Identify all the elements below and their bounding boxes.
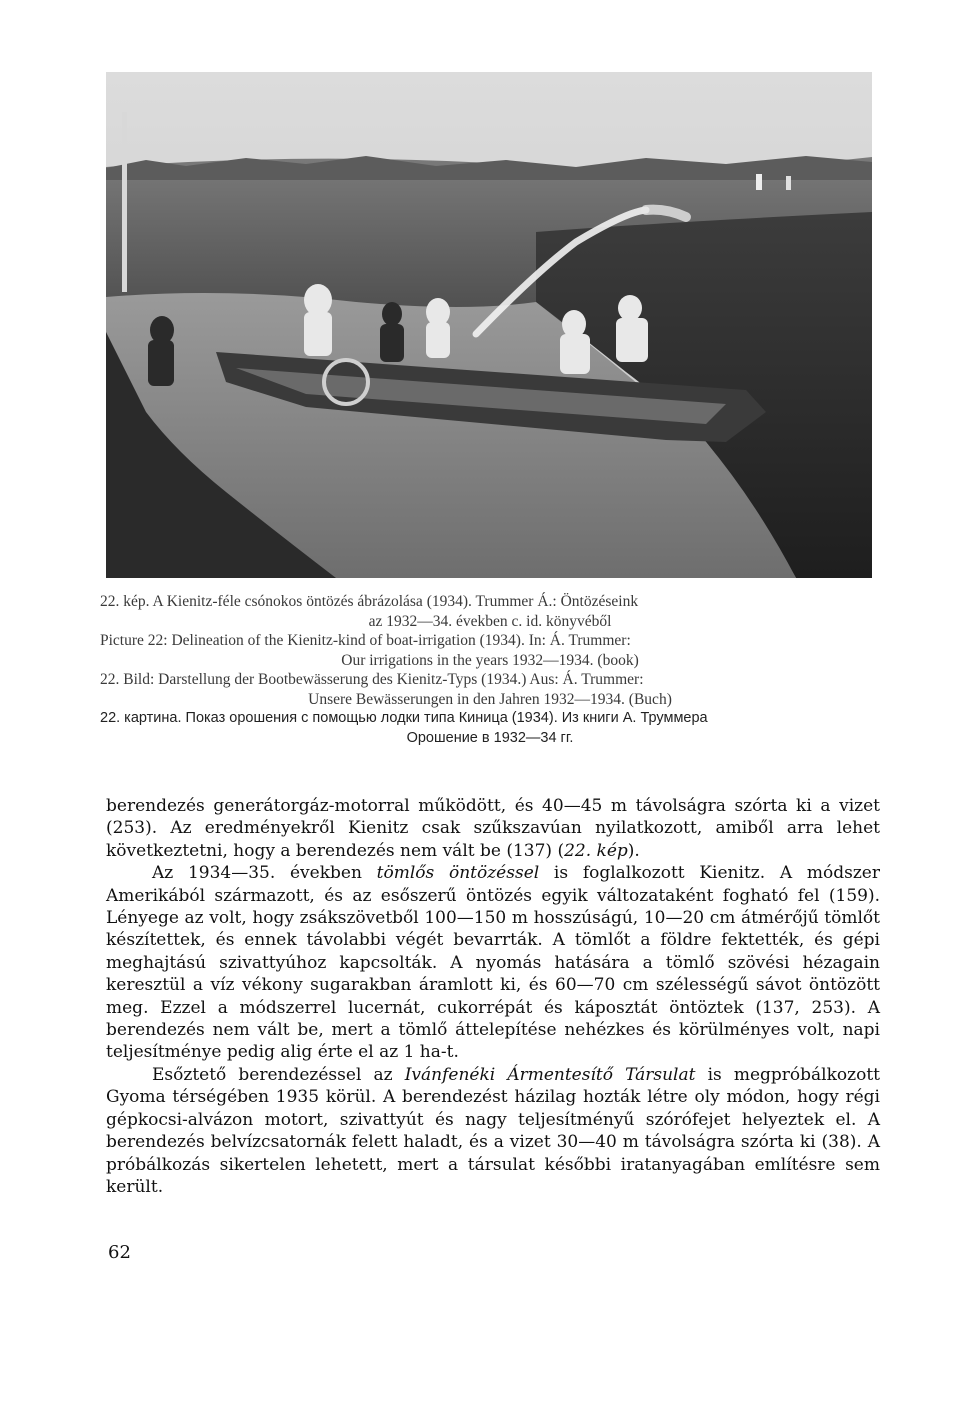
- page-number: 62: [108, 1242, 131, 1263]
- caption-english: [100, 631, 880, 670]
- caption-hu-line1: 22. kép. A Kienitz-féle csónokos öntözés ábrázolása (1934). Trummer Á.: Öntözéseink: [100, 593, 639, 610]
- paragraph-3: [106, 1064, 880, 1198]
- caption-hu-line2: az 1932—34. években c. id. könyvéből: [368, 612, 612, 630]
- figure-reference: 22. kép: [564, 840, 628, 861]
- photo-boat-irrigation-icon: [106, 72, 872, 578]
- paragraph-3-emphasis: Ivánfenéki Ármentesítő Társulat: [404, 1064, 696, 1085]
- paragraph-1: [106, 795, 880, 862]
- caption-ru-line2: Орошение в 1932—34 гг.: [406, 729, 574, 746]
- caption-german: [100, 670, 880, 709]
- paragraph-2: [106, 862, 880, 1064]
- caption-russian: [100, 709, 880, 748]
- paragraph-2-emphasis: tömlős öntözéssel: [376, 863, 540, 884]
- caption-hungarian: [100, 592, 880, 631]
- caption-ru-line1: 22. картина. Показ орошения с помощью лодки типа Киница (1934). Из книги А. Труммера: [100, 710, 708, 726]
- paragraph-3-start: Esőztető berendezéssel az: [152, 1064, 405, 1085]
- paragraph-1-text: berendezés generátorgáz-motorral működött, és 40—45 m távolságra szórta ki a vizet (253). Az eredményekről Kienitz csak szűkszavúan nyilatkozott, amiből arra lehet következtetni, hogy a berendezés nem vált be (137) (: [106, 796, 880, 861]
- paragraph-2-start: Az 1934—35. években: [152, 863, 377, 884]
- historical-photo: [106, 72, 872, 578]
- paragraph-1-end: ).: [627, 840, 640, 861]
- paragraph-3-text: is megpróbálkozott Gyoma térségében 1935 körül. A berendezést házilag hozták létre oly módon, hogy régi gépkocsi-alvázon motort, szivattyút és nagy teljesítményű szórófejet helyeztek el. A berendezés belvízcsatornák felett haladt, és a vizet 30—40 m távolságra szórta ki (38). A próbálkozás sikertelen lehetett, mert a társulat későbbi iratanyagában említésre sem került.: [106, 1064, 880, 1197]
- caption-de-line2: Unsere Bewässerungen in den Jahren 1932—1934. (Buch): [308, 690, 672, 708]
- caption-en-line1: Picture 22: Delineation of the Kienitz-kind of boat-irrigation (1934). In: Á. Trummer:: [100, 632, 631, 649]
- body-text: [106, 795, 880, 1198]
- caption-de-line1: 22. Bild: Darstellung der Bootbewässerung des Kienitz-Typs (1934.) Aus: Á. Trummer:: [100, 671, 644, 688]
- caption-en-line2: Our irrigations in the years 1932—1934. (book): [341, 651, 639, 669]
- figure-captions: [100, 592, 880, 748]
- paragraph-2-text: is foglalkozott Kienitz. A módszer Amerikából származott, és az esőszerű öntözés egyik változataként fogható fel (159). Lényege az volt, hogy zsákszövetből 100—150 m hosszúságú, 10—20 cm átmérőjű tömlőt készítettek, és ennek távolabbi végét bevarrták. A tömlőt a földre fektették, és gépi meghajtású szivattyúhoz kapcsolták. A nyomás hatására a tömlő szövési hézagain keresztül a víz vékony sugarakban áramlott ki, és 60—70 cm szélességű sávot öntözött meg. Ezzel a módszerrel lucernát, cukorrépát és káposztát öntöztek (137, 253). A berendezés nem vált be, mert a tömlő áttelepítése nehézkes és körülményes volt, napi teljesítménye pedig alig érte el az 1 ha-t.: [106, 863, 880, 1063]
